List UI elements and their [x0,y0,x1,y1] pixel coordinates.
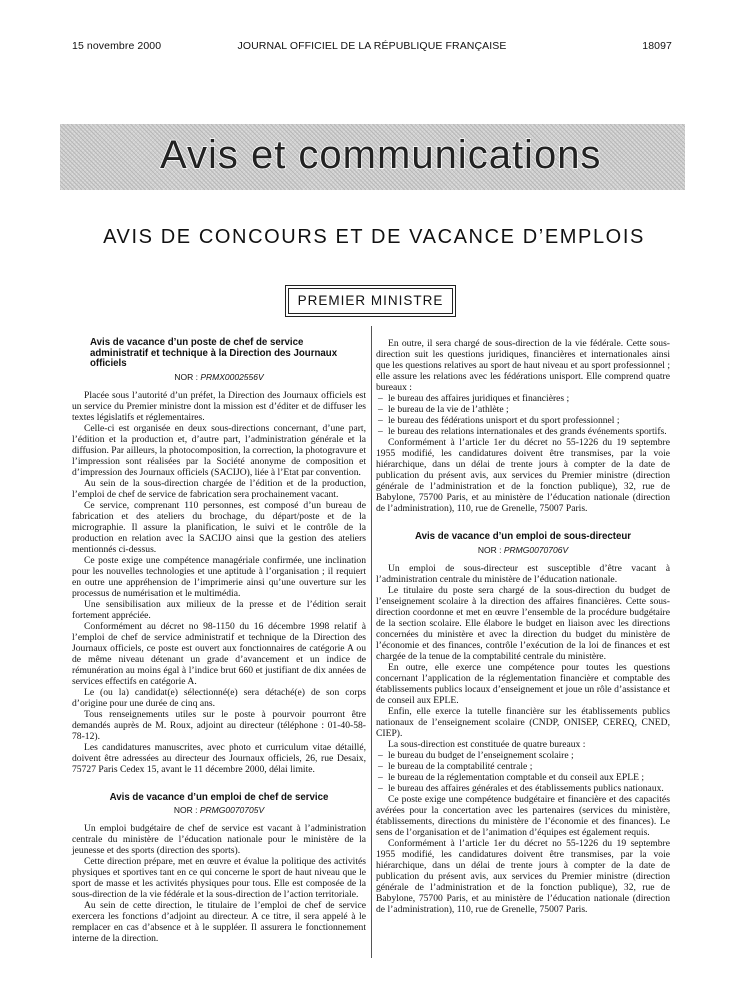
header-date: 15 novembre 2000 [72,40,162,52]
header-journal-title: JOURNAL OFFICIEL DE LA RÉPUBLIQUE FRANÇAISE [237,40,507,52]
left-column [72,338,366,944]
article-title: Avis de vacance d’un emploi de chef de service [109,791,329,803]
paragraph: Conformément au décret no 98-1150 du 16 décembre 1998 relatif à l’emploi de chef de service administratif et technique de la Direction des Journaux officiels, ce poste est ouvert aux fonctionnaires de catégorie A ou de même niveau détenant un grade d’avancement et un indice de rémunération au moins égal à l’indice brut 660 et justifiant de dix années de services effectifs en catégorie A. [72,620,366,687]
list-item: – le bureau de la réglementation comptable et du conseil aux EPLE ; [376,772,670,783]
paragraph: Un emploi de sous-directeur est susceptible d’être vacant à l’administration centrale du ministère de l’éducation nationale. [376,562,670,585]
paragraph: Enfin, elle exerce la tutelle financière sur les établissements publics nationaux de l’enseignement scolaire (CNDP, ONISEP, CEREQ, CNED, CIEP). [376,705,670,739]
nor-label: NOR : [477,544,502,555]
ministry-label: PREMIER MINISTRE [297,293,444,308]
header-page-number: 18097 [642,40,672,52]
paragraph: Conformément à l’article 1er du décret no 55-1226 du 19 septembre 1955 modifié, les candidatures doivent être transmises, par la voie hiérarchique, dans un délai de trente jours à compter de la date de publication du présent avis, aux services du Premier ministre (direction générale de l’administration et de la fonction publique), 32, rue de Babylone, 75700 Paris, et au ministère de l’éducation nationale (direction de l’administration), 110, rue de Grenelle, 75007 Paris. [376,837,670,915]
banner-title: Avis et communications [160,133,602,177]
nor-label: NOR : [174,371,198,382]
paragraph: Ce poste exige une compétence budgétaire et financière et des capacités avérées pour la concertation avec les partenaires (services du ministère, établissements, directions du ministère de l’économie et des finances). Le sens de l’organisation et de l’animation d’équipes est également requis. [376,793,670,838]
nor-code: PRMG0070705V [199,805,265,815]
paragraph: Les candidatures manuscrites, avec photo et curriculum vitae détaillé, doivent être adressées au directeur des Journaux officiels, 26, rue Desaix, 75727 Paris Cedex 15, avant le 11 décembre 2000, délai limite. [72,741,366,775]
list-item: – le bureau des fédérations unisport et du sport professionnel ; [376,415,670,426]
section-banner [60,124,685,190]
nor-reference [376,545,670,556]
list-item: – le bureau des relations internationales et des grands événements sportifs. [376,426,670,437]
paragraph: Ce poste exige une compétence managériale confirmée, une inclination pour les nouvelles technologies et une aptitude à l’organisation ; il requiert en outre une appréhension de l’imprimerie ainsi qu’une ouverture sur les processus de numérisation et le multimédia. [72,554,366,599]
running-header [72,40,672,54]
list-item: – le bureau de la vie de l’athlète ; [376,404,670,415]
column-divider [371,326,372,958]
article-title: Avis de vacance d’un emploi de sous-directeur [414,531,632,542]
nor-reference [72,372,366,383]
paragraph: Un emploi budgétaire de chef de service est vacant à l’administration centrale du ministère de l’éducation nationale pour le ministère de la jeunesse et des sports (direction des sports). [72,823,366,856]
paragraph: Cette direction prépare, met en œuvre et évalue la politique des activités physiques et sportives tant en ce qui concerne le sport de haut niveau que le sport de masse et les activités physiques pour tous. Elle est composée de la sous-direction de la vie fédérale et la sous-direction de l’action territoriale. [72,856,366,900]
paragraph: Une sensibilisation aux milieux de la presse et de l’édition serait fortement appréciée. [72,598,366,621]
paragraph: Tous renseignements utiles sur le poste à pourvoir pourront être demandés auprès de M. Roux, adjoint au directeur (téléphone : 01-40-58-78-12). [72,708,366,742]
paragraph: Le titulaire du poste sera chargé de la sous-direction du budget de l’enseignement scolaire à la direction des affaires financières. Cette sous-direction coordonne et met en œuvre l’ensemble de la procédure budgétaire de la section scolaire. Elle élabore le budget en liaison avec les directions concernées du ministère et avec la direction du budget du ministère de l’économie et des finances, contrôle l’exécution de la loi de finances et est chargée de la tenue de la comptabilité centrale du ministère. [376,584,670,662]
ministry-box [288,288,453,314]
nor-code: PRMX0002556V [200,371,264,382]
paragraph: En outre, elle exerce une compétence pour toutes les questions concernant l’application de la réglementation financière et comptable des établissements publics locaux d’enseignement et joue un rôle d’assistance et de conseil aux EPLE. [376,661,670,706]
paragraph: La sous-direction est constituée de quatre bureaux : [388,738,586,750]
nor-code: PRMG0070706V [503,544,569,555]
paragraph: Placée sous l’autorité d’un préfet, la Direction des Journaux officiels est un service du Premier ministre dont la mission est d’éditer et de diffuser les textes législatifs et réglementaires. [72,389,366,423]
right-column [376,338,670,915]
nor-label: NOR : [173,805,198,815]
article-title: Avis de vacance d’un poste de chef de service administratif et technique à la Direction des Journaux officiels [90,337,338,369]
nor-reference [72,805,366,816]
list-item: – le bureau du budget de l’enseignement scolaire ; [376,750,670,761]
paragraph: Au sein de cette direction, le titulaire de l’emploi de chef de service exercera les fonctions d’adjoint au directeur. A ce titre, il sera appelé à le remplacer en cas d’absence et à le suppléer. Il assurera le fonctionnement interne de la direction. [72,900,366,944]
paragraph: Ce service, comprenant 110 personnes, est composé d’un bureau de fabrication et des ateliers du brochage, du départ/poste et de la micrographie. Il assure la planification, le suivi et le contrôle de la production en relation avec la SACIJO ainsi que la gestion des ateliers mentionnés ci-dessus. [72,499,366,555]
paragraph: En outre, il sera chargé de sous-direction de la vie fédérale. Cette sous-direction suit les questions juridiques, financières et internationales ainsi que les questions relatives au sport de haut niveau et au sport professionnel ; elle assure les relations avec les fédérations unisport. Elle comprend quatre bureaux : [376,338,670,393]
paragraph: Celle-ci est organisée en deux sous-directions concernant, d’une part, l’édition et la production et, d’autre part, l’administration générale et la diffusion. Par ailleurs, la photocomposition, la correction, la photogravure et l’impression sont réalisées par la Société anonyme de composition et d’impression des Journaux officiels (SACIJO), liée à l’Etat par convention. [72,422,366,478]
section-title: AVIS DE CONCOURS ET DE VACANCE D’EMPLOIS [103,226,645,248]
list-item: – le bureau des affaires juridiques et financières ; [376,393,670,404]
paragraph: Conformément à l’article 1er du décret no 55-1226 du 19 septembre 1955 modifié, les candidatures doivent être transmises, par la voie hiérarchique, dans un délai de trente jours à compter de la date de publication du présent avis, aux services du Premier ministre (direction générale de l’administration et de la fonction publique), 32, rue de Babylone, 75700 Paris, et au ministère de l’éducation nationale (direction de l’administration), 110, rue de Grenelle, 75007 Paris. [376,437,670,514]
list-item: – le bureau des affaires générales et des établissements publics nationaux. [376,783,670,794]
paragraph: Au sein de la sous-direction chargée de l’édition et de la production, l’emploi de chef de service de fabrication sera prochainement vacant. [72,477,366,500]
paragraph: Le (ou la) candidat(e) sélectionné(e) sera détaché(e) de son corps d’origine pour une durée de cinq ans. [72,686,366,709]
list-item: – le bureau de la comptabilité centrale ; [376,761,670,772]
